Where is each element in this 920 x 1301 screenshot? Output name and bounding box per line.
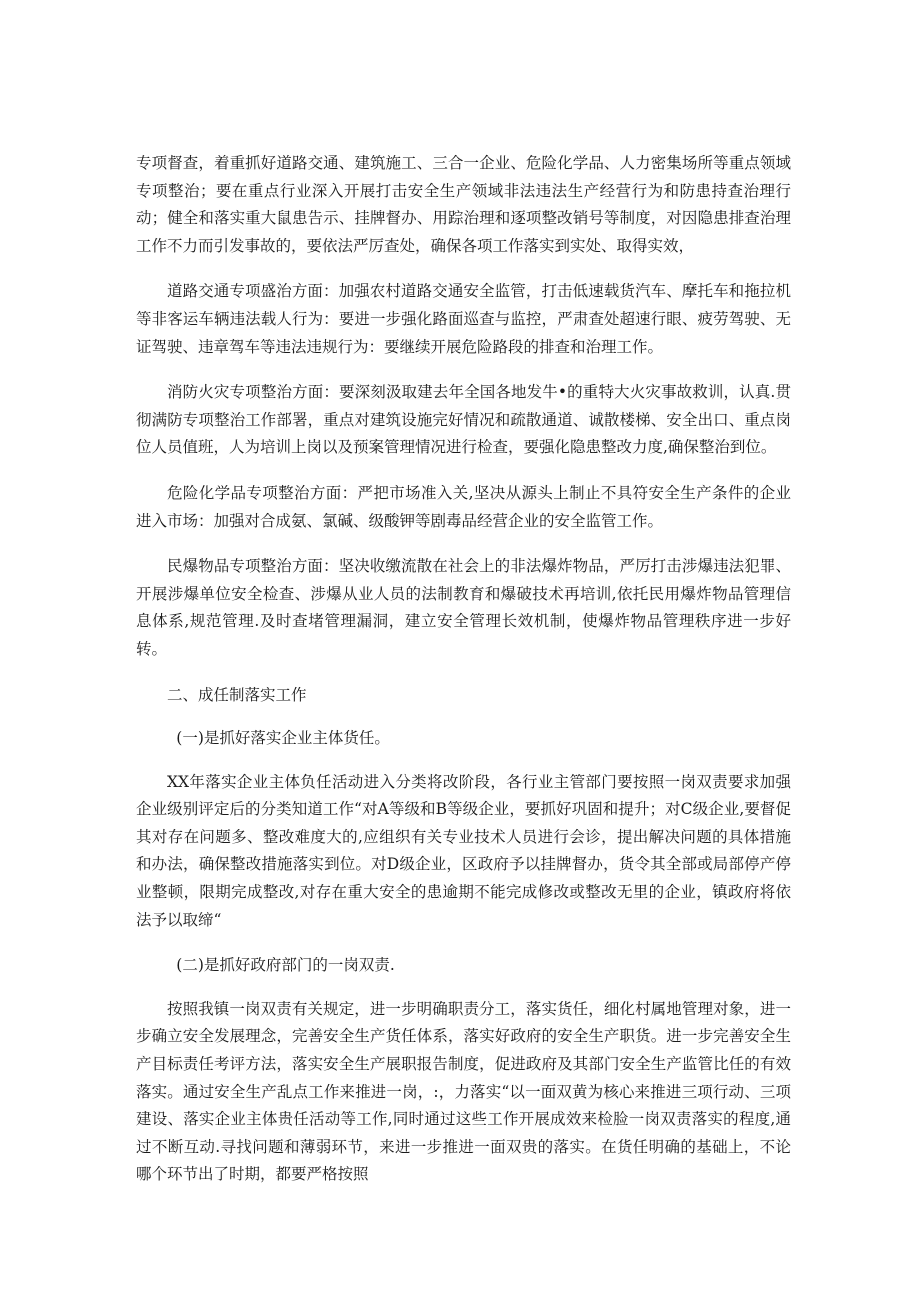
paragraph-explosives: 民爆物品专项整治方面：坚决收缴流散在社会上的非法爆炸物品，严厉打击涉爆违法犯罪、开展涉爆单位安全检查、涉爆从业人员的法制教育和爆破技术再培训,依托民用爆炸物品管理信息体系,规范管理.及时查堵管理漏洞，建立安全管理长效机制，使爆炸物品管理秩序进一步好转。 (136, 557, 791, 658)
paragraph-fire-safety: 消防火灾专项整治方面：要深刻汲取建去年全国各地发牛•的重特大火灾事故救训，认真.贯彻满防专项整治工作部署，重点对建筑设施完好情况和疏散通道、诚散楼梯、安全出口、重点岗位人员值班，人为培训上岗以及预案管理情况进行检查，要强化隐患整改力度,确保整治到位。 (136, 383, 791, 457)
paragraph-hazardous-chemicals: 危险化学品专项整治方面：严把市场准入关,坚决从源头上制止不具符安全生产条件的企业进入市场：加强对合成氨、氯碱、级酸钾等剧毒品经营企业的安全监管工作。 (136, 483, 791, 530)
paragraph-government-duty: 按照我镇一岗双责有关规定，进一步明确职责分工，落实货任，细化村属地管理对象，进一步确立安全发展理念，完善安全生产货任体系，落实好政府的安全生产职货。进一步完善安全生产目标责任考评方法，落实安全生产展职报告制度，促进政府及其部门安全生产监管比任的有效落实。通过安全生产乱点工作来推进一岗，:，力落实“以一面双黄为核心来推进三项行动、三项建设、落实企业主体贵任活动等工作,同时通过这些工作开展成效来检脸一岗双责落实的程度,通过不断互动.寻找问题和薄弱环节，来进一步推进一面双贵的落实。在货任明确的基础上，不论哪个环节出了时期，都要严格按照 (136, 999, 791, 1184)
subheading-government-duty: (二)是抓好政府部门的一岗双责. (176, 956, 395, 975)
paragraph-enterprise-classification: XX年落实企业主体负任活动进入分类将改阶段，各行业主管部门要按照一岗双责要求加强企业级别评定后的分类知道工作“对A等级和B等级企业，要抓好巩固和提升；对C级企业,要督促其对存在问题多、整改难度大的,应组织有关专业技术人员进行会诊，提出解决问题的具体措施和办法，确保整改措施落实到位。对D级企业，区政府予以挂牌督办，货令其全部或局部停产停业整顿，限期完成整改,对存在重大安全的患逾期不能完成修改或整改无里的企业，镇政府将依法予以取缔“ (136, 772, 791, 929)
section-heading-responsibility: 二、成任制落实工作 (167, 685, 307, 704)
paragraph-special-inspection: 专项督查，着重抓好道路交通、建筑施工、三合一企业、危险化学品、人力密集场所等重点领域专项整治；要在重点行业深入开展打击安全生产领域非法违法生产经营行为和防患持查治理行动；健全和落实重大鼠患告示、挂牌督办、用踪治理和逐项整改销号等制度，对因隐患排查治理工作不力而引发事故的，要依法严厉查处，确保各项工作落实到实处、取得实效， (136, 154, 791, 255)
document-body (136, 150, 791, 1207)
subheading-enterprise-responsibility: (一)是抓好落实企业主体货任。 (176, 729, 390, 748)
paragraph-road-traffic: 道路交通专项盛治方面：加强农村道路交通安全监管，打击低速载货汽车、摩托车和拖拉机等非客运车辆违法载人行为：要进一步强化路面巡查与监控，严肃查处超速行眼、疲劳驾驶、无证驾驶、违章驾车等违法违规行为：要继续开展危险路段的排查和治理工作。 (136, 282, 791, 356)
